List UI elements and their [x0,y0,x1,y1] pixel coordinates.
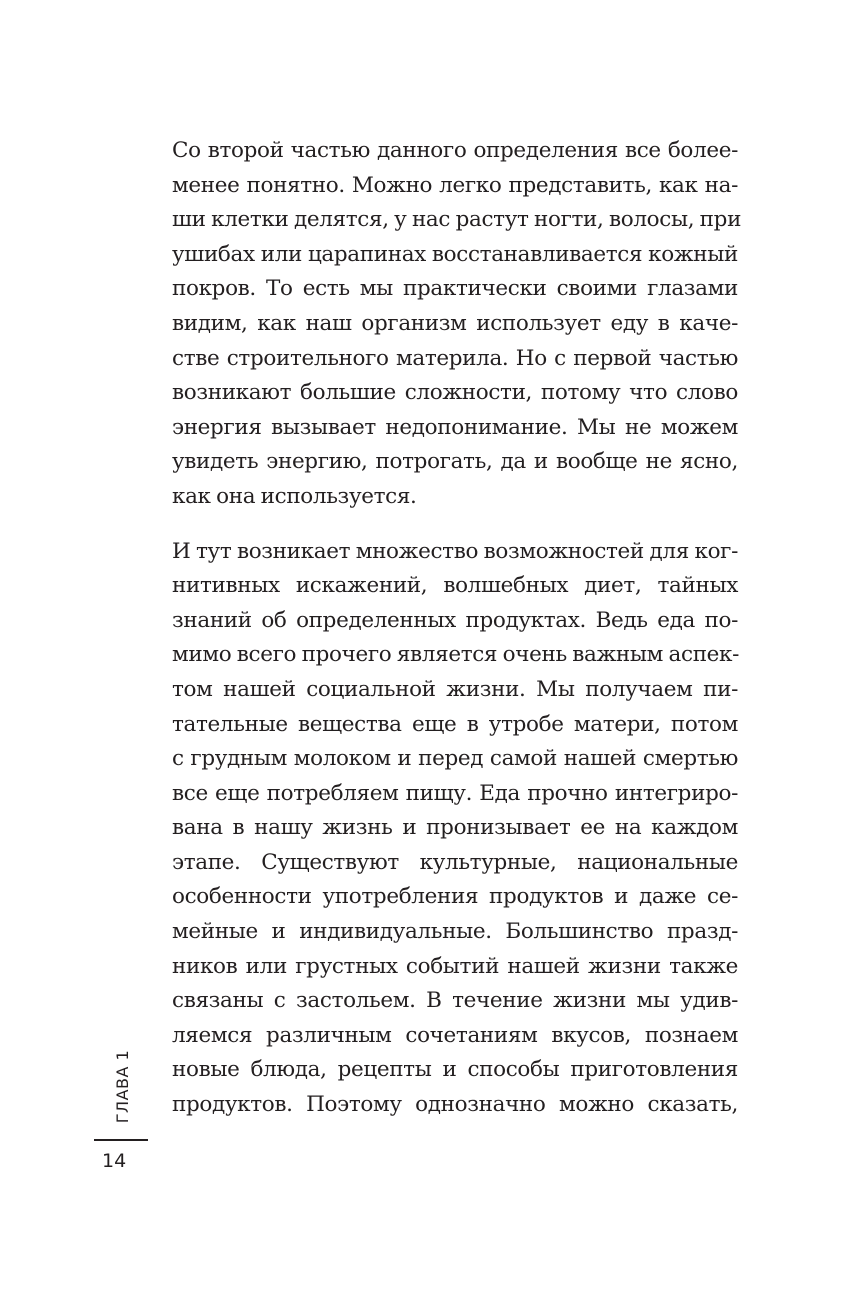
text-line: все еще потребляем пищу. Еда прочно интегриро- [172,780,738,806]
paragraph-2 [172,535,738,1123]
text-line: нитивных искажений, волшебных диет, тайных [172,573,738,599]
text-line: мейные и индивидуальные. Большинство празд- [172,919,738,945]
text-line: знаний об определенных продуктах. Ведь еда по- [172,607,738,633]
text-line: связаны с застольем. В течение жизни мы удив- [172,988,738,1014]
text-line: том нашей социальной жизни. Мы получаем пи- [172,676,738,702]
text-line: Со второй частью данного определения все более- [172,138,738,163]
text-line: возникают большие сложности, потому что слово [172,380,738,406]
body-text [172,134,742,1123]
page-number: 14 [102,1150,127,1172]
text-line: этапе. Существуют культурные, национальные [172,849,738,875]
chapter-label: ГЛАВА 1 [113,1049,133,1123]
folio-rule [94,1139,148,1141]
text-line: ников или грустных событий нашей жизни также [172,953,738,979]
text-line: новые блюда, рецепты и способы приготовления [172,1057,738,1083]
text-line: энергия вызывает недопонимание. Мы не можем [172,414,738,440]
text-line: ши клетки делятся, у нас растут ногти, волосы, при [172,207,742,233]
text-line: как она используется. [172,483,417,509]
text-line: стве строительного материла. Но с первой частью [172,345,738,371]
text-line: с грудным молоком и перед самой нашей смертью [172,746,738,772]
paragraph-1 [172,134,742,515]
text-line: видим, как наш организм использует еду в каче- [172,310,738,336]
text-line: тательные вещества еще в утробе матери, потом [172,711,738,737]
running-head [108,1046,138,1126]
text-line: мимо всего прочего является очень важным аспек- [172,642,740,668]
text-line: И тут возникает множество возможностей для ког- [172,538,738,564]
text-line: ушибах или царапинах восстанавливается кожный [172,241,738,267]
text-line: покров. То есть мы практически своими глазами [172,276,738,302]
text-line: ляемся различным сочетаниям вкусов, познаем [172,1022,738,1048]
text-line: особенности употребления продуктов и даже се- [172,884,738,910]
text-line: вана в нашу жизнь и пронизывает ее на каждом [172,815,738,841]
text-line: продуктов. Поэтому однозначно можно сказать, [172,1092,738,1118]
text-line: увидеть энергию, потрогать, да и вообще не ясно, [172,449,738,475]
text-line: менее понятно. Можно легко представить, как на- [172,172,738,198]
